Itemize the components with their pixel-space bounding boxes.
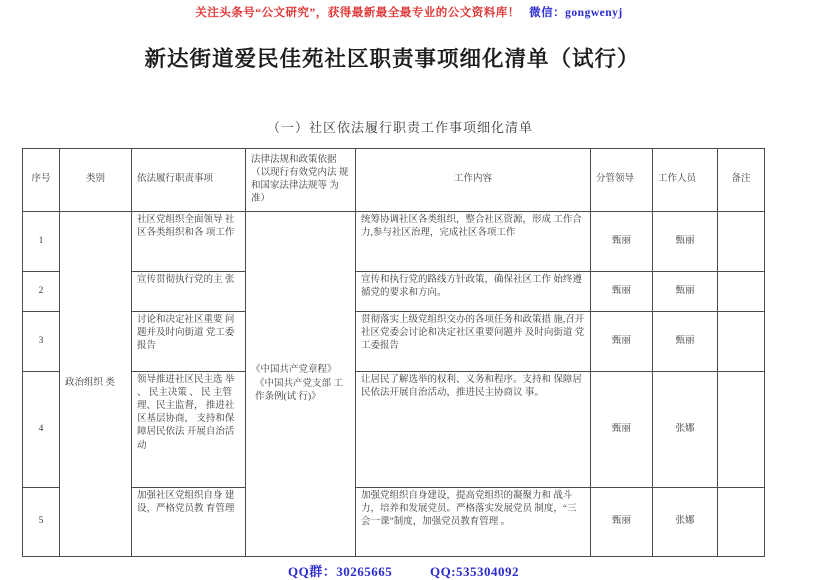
remark-cell — [718, 372, 765, 488]
leader-cell: 甄丽 — [591, 372, 653, 488]
header-duty: 依法履行职责事项 — [132, 149, 246, 212]
table-header-row — [23, 149, 765, 212]
legal-basis-line: 《中国共产党支部 工 作条例(试 行)》 — [255, 378, 343, 403]
duty-cell: 讨论和决定社区重要 问题并及时向街道 党工委报告 — [132, 312, 246, 372]
header-legal: 法律法规和政策依据 （以现行有效党内法 规和国家法律法规等 为准） — [246, 149, 356, 212]
header-leader: 分管领导 — [591, 149, 653, 212]
table-row — [23, 488, 765, 557]
duty-cell: 领导推进社区民主选 举 、 民主决策 、 民 主管理、民主监督， 推进社区基层协商， 支持和保障居民依法 开展自治活动 — [132, 372, 246, 488]
remark-cell — [718, 212, 765, 272]
leader-cell: 甄丽 — [591, 212, 653, 272]
leader-cell: 甄丽 — [591, 272, 653, 312]
duty-table — [22, 148, 765, 557]
duty-cell: 宣传贯彻执行党的主 张 — [132, 272, 246, 312]
banner-wechat-text: 微信：gongwenyj — [529, 7, 623, 19]
header-content: 工作内容 — [356, 149, 591, 212]
content-cell: 贯彻落实上级党组织交办的各项任务和政策措 施,召开社区党委会讨论和决定社区重要问题并 及时向街道 党工委报告 — [356, 312, 591, 372]
row-number: 3 — [23, 312, 60, 372]
footer-contact — [288, 561, 519, 580]
qq-number: QQ:535304092 — [429, 564, 520, 579]
section-subtitle: （一）社区依法履行职责工作事项细化清单 — [266, 120, 533, 135]
header-remark: 备注 — [718, 149, 765, 212]
duty-cell: 加强社区党组织自身 建设，严格党员教 育管理 — [132, 488, 246, 557]
header-category: 类别 — [60, 149, 132, 212]
row-number: 2 — [23, 272, 60, 312]
remark-cell — [718, 488, 765, 557]
banner-red-text: 关注头条号“公文研究”，获得最新最全最专业的公文资料库！ — [195, 7, 520, 19]
staff-cell: 张娜 — [653, 372, 718, 488]
leader-cell: 甄丽 — [591, 488, 653, 557]
content-cell: 让居民了解选举的权利、义务和程序。支持和 保障居民依法开展自治活动，推进民主协商议 事。 — [356, 372, 591, 488]
row-number: 4 — [23, 372, 60, 488]
qq-group-number: QQ群：30265665 — [288, 564, 393, 579]
staff-cell: 张娜 — [653, 488, 718, 557]
promo-banner — [0, 4, 818, 20]
table-row — [23, 372, 765, 488]
header-seq: 序号 — [23, 149, 60, 212]
row-number: 5 — [23, 488, 60, 557]
staff-cell: 甄丽 — [653, 212, 718, 272]
content-cell: 统筹协调社区各类组织，整合社区资源，形成 工作合力,参与社区治理，完成社区各项工作 — [356, 212, 591, 272]
category-cell: 政治组织 类 — [60, 212, 132, 557]
table-row — [23, 272, 765, 312]
table-row — [23, 212, 765, 272]
row-number: 1 — [23, 212, 60, 272]
content-cell: 加强党组织自身建设，提高党组织的凝聚力和 战斗力，培养和发展党员。严格落实发展党员 制度，“三会一课”制度，加强党员教育管理 。 — [356, 488, 591, 557]
content-cell: 宣传和执行党的路线方针政策，确保社区工作 始终遵循党的要求和方向。 — [356, 272, 591, 312]
remark-cell — [718, 312, 765, 372]
legal-basis-cell — [246, 212, 356, 557]
page-title: 新达街道爱民佳苑社区职责事项细化清单（试行） — [144, 47, 640, 71]
duty-cell: 社区党组织全面领导 社区各类组织和各 项工作 — [132, 212, 246, 272]
leader-cell: 甄丽 — [591, 312, 653, 372]
header-staff: 工作人员 — [653, 149, 718, 212]
remark-cell — [718, 272, 765, 312]
legal-basis-line: 《中国共产党章程》 — [251, 364, 337, 375]
staff-cell: 甄丽 — [653, 272, 718, 312]
table-row — [23, 312, 765, 372]
staff-cell: 甄丽 — [653, 312, 718, 372]
